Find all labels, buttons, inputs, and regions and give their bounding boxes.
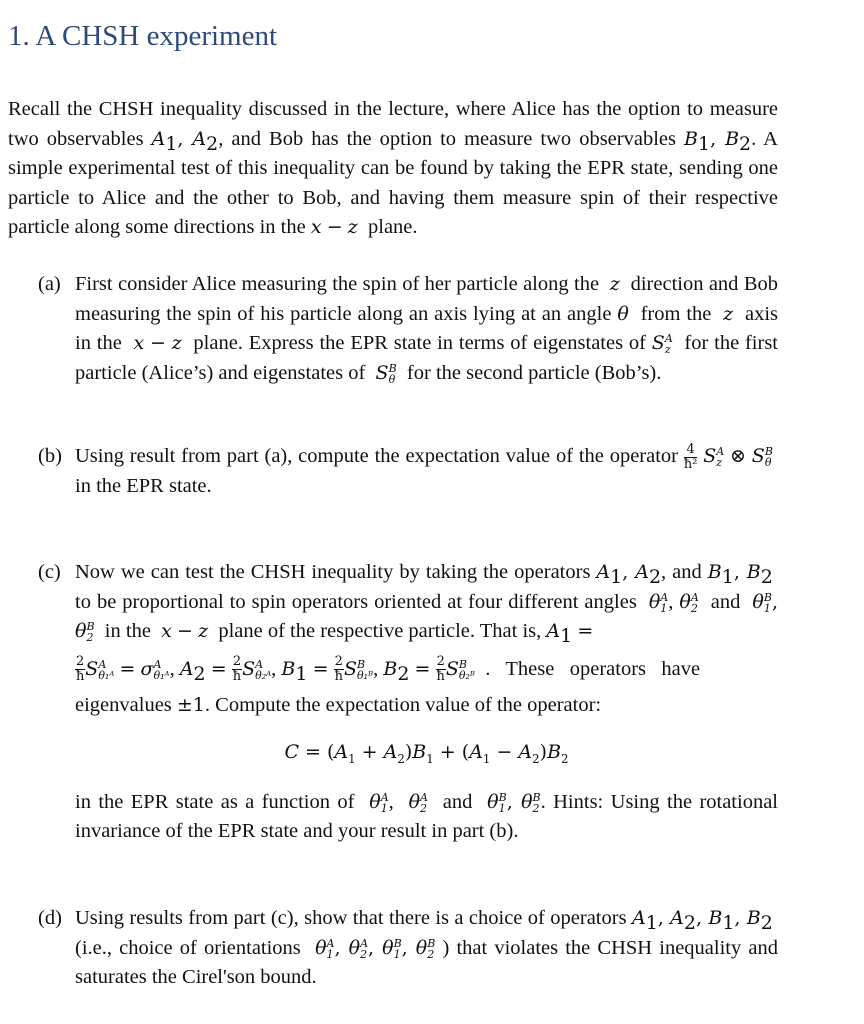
part-c-text: Now we can test the CHSH inequality by taking the operators $A_1$, $A_2$, and $B_1$, $B_2$ to be proportional to spin operators oriented at four different angles θ A 1 , θ A 2 and θ B 1 , θ B 2 in the x − z plane of the respective particle. That is, $A_1$ = $\frac{2}{ħ}$ S A θ₁ᴬ = σ A θ₁ᴬ , $A_2$ = $\frac{2}{ħ}$ S A θ₂ᴬ , $B_1$ = $\frac{2}{ħ}$ S B θ₁ᴮ , $B_2$ = $\frac{2}{ħ}$ S B θ₂ᴮ . These operators have eigenvalues ±1. Compute the expectation value of the operator: $C = (A_1 + A_2)B_1 + (A_1 - A_2)B_2$ in the EPR state as a function of θ A 1 , θ A 2 and θ B 1 , θ B 2 . Hints: Using the rotational invariance of the EPR state and your result in part (b). — [75, 561, 778, 842]
part-c-label: (c) — [38, 561, 61, 583]
part-d-text: Using results from part (c), show that there is a choice of operators $A_1$, $A_2$, $B_1$, $B_2$ (i.e., choice of orientations θ A 1 , θ A 2 , θ B 1 , θ B 2 ) that violates the CHSH inequality and saturates the Cirel'son bound. — [75, 907, 778, 988]
fraction-4-hbar2: $\frac{4}{\text{ħ²}}$ — [683, 441, 698, 472]
part-b-text: Using result from part (a), compute the expectation value of the operator $\frac{4}{\text{ħ²}}$ S A z ⊗ S B θ in the EPR state. — [75, 441, 779, 497]
part-b — [38, 442, 778, 501]
part-d-label: (d) — [38, 907, 62, 929]
part-b-label: (b) — [38, 445, 62, 467]
intro-paragraph: Recall the CHSH inequality discussed in the lecture, where Alice has the option to measure two observables $A_1$, $A_2$, and Bob has the option to measure two observables $B_1$, $B_2$. A simple experimental test of this inequality can be found by taking the EPR state, sending one particle to Alice and the other to Bob, and having them measure spin of their respective particle along some directions in the x − z plane. — [8, 98, 778, 238]
chsh-equation: $C = (A_1 + A_2)B_1 + (A_1 - A_2)B_2$ — [284, 741, 569, 766]
part-c — [38, 558, 778, 847]
part-a-text: First consider Alice measuring the spin of her particle along the z direction and Bob measuring the spin of his particle along an axis lying at an angle θ from the z axis in the x − z plane. Express the EPR state in terms of eigenstates of S A z for the first particle (Alice’s) and eigenstates of S B θ for the second particle (Bob’s). — [75, 273, 779, 386]
part-a — [38, 270, 778, 388]
part-d — [38, 904, 778, 993]
part-a-label: (a) — [38, 273, 61, 295]
section-title: 1. A CHSH experiment — [8, 20, 278, 52]
